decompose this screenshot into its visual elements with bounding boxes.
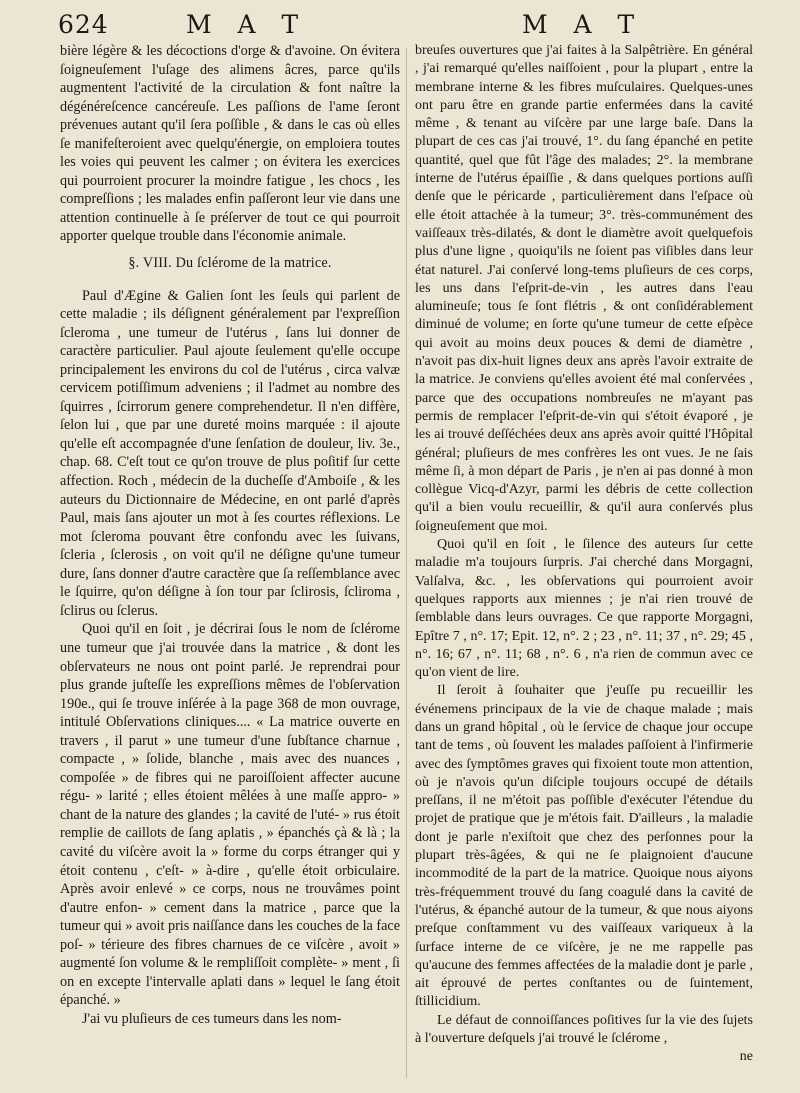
running-head-right: M A T bbox=[522, 10, 644, 39]
column-divider bbox=[406, 48, 407, 1078]
paragraph-continued: breuſes ouvertures que j'ai faites à la Salpêtrière. En général , j'ai remarqué qu'elles naiſſoient , pour la plupart , entre la membrane interne & les fibres muſculaires. Quelques-unes ont paru être en grande partie enfermées dans la cavité même , & tenant au viſcère par une large baſe. Dans la plupart de ces cas j'ai trouvé, 1°. du ſang épanché en petite quantité, quel que fût l'âge des malades; 2°. la membrane interne de l'utérus épaiſſie , & dans quelques portions auſſi denſe que le péricarde , particulièrement dans l'eſpace où elle étoit attachée à la tumeur; 3°. très-communément des vaiſſeaux très-dilatés, & dont le diamètre avoit quelquefois plus d'une ligne , quoiqu'ils ne ſoient pas viſibles dans leur état naturel. J'ai conſervé long-tems pluſieurs de ces corps, les uns dans l'eſprit-de-vin , les autres dans l'eau alumineuſe; tous ſe ſont flétris , & ont conſidérablement diminué de volume; en ſorte qu'une tumeur de cette eſpèce qui avoit au moins deux pouces & demi de diamètre , n'avoit pas dix-huit lignes deux ans après l'avoir extraite de la matrice. Je conviens qu'elles avoient été mal conſervées , parce que des occupations nombreuſes ne m'ayant pas permis de remplacer l'eſprit-de-vin qui s'étoit évaporé , je les ai trouvé deſſéchées deux ans après avoir quitté l'Hôpital général; pluſieurs de mes confrères les ont vues. Je ne ſais même ſi, à mon départ de Paris , je n'en ai pas donné à mon collègue Vicq-d'Azyr, parmi les débris de cette collection qu'il a bien voulu recueillir, & qu'il aura conſervés plus ſoigneuſement que moi. bbox=[415, 43, 753, 534]
paragraph-quoi: Quoi qu'il en ſoit , je décrirai ſous le nom de ſclérome une tumeur que j'ai trouvée dans la matrice , & dont les obſervateurs ne nous ont point parlé. Je reprendrai pour plus grande juſteſſe les expreſſions mêmes de l'obſervation 190e., qui ſe trouve inſérée à la page 368 de mon ouvrage, intitulé Obſervations cliniques.... « La matrice ouverte en travers , il parut » une tumeur d'une ſubſtance charnue , compacte , » ſolide, blanche , mais avec des nuances , compoſée » de fibres qui ne paroiſſoient affecter aucune régu- » larité ; elles étoient mêlées à une maſſe appro- » chant de la nature des glandes ; la cavité de l'uté- » rus étoit remplie de caillots de ſang aplatis , » épanchés çà & là ; la cavité du viſcère avoit la » forme du corps étranger qui y étoit contenu , c'eſt- » à-dire , qu'elle étoit orbiculaire. Après avoir enlevé » ce corps, nous ne trouvâmes point d'autre enfon- » cement dans la matrice , parce que la tumeur qui » avoit pris naiſſance dans les couches de la face poſ- » térieure des fibres charnues de ce viſcère , avoit » augmenté ſon volume & le rempliſſoit complète- » ment , ſi on en excepte l'intervalle aplati dans » lequel le ſang étoit épanché. » bbox=[60, 621, 400, 1009]
running-head-left: M A T bbox=[186, 10, 308, 39]
paragraph-paul: Paul d'Ægine & Galien ſont les ſeuls qui parlent de cette maladie ; ils déſignent généralement par l'expreſſion ſcleroma , une tumeur de l'utérus , ſans lui donner de caractère particulier. Paul ajoute ſeulement qu'elle occupe principalement les environs du col de l'utérus , circa valvæ cervicem potiſſimum adveniens ; il l'admet au nombre des ſquirres , ſcirrorum genere comprehendetur. Il n'en diffère, ſelon lui , que par une dureté moins marquée : il ajoute qu'elle eſt accompagnée d'une ſenſation de douleur, liv. 3e., chap. 68. C'eſt tout ce qu'on trouve de plus poſitif ſur cette affection. Roch , médecin de la ducheſſe d'Amboiſe , & les auteurs du Dictionnaire de Médecine, en ont parlé d'après Paul, mais ſans ajouter un mot à ſes courtes réflexions. Le mot ſcleroma pouvant être confondu avec les ſuivans, ſcleria , ſclerosis , on voit qu'il ne déſigne qu'une tumeur dure, ſans donner d'autre caractère que ſa reſſemblance avec le ſquirre, qu'on déſigne à ſon tour par ſclirosis, ſcliroma , ſclirus ou ſclerus. bbox=[60, 287, 400, 619]
page-header bbox=[0, 8, 800, 44]
paragraph-intro: bière légère & les décoctions d'orge & d'avoine. On évitera ſoigneuſement l'uſage des alimens âcres, parce qu'ils augmentent l'activité de la circulation & font naître la dégénéreſcence cancéreuſe. Les paſſions de l'ame ſeront prévenues autant qu'il ſera poſſible , & dans le cas où elles ſe manifeſteroient avec quelqu'énergie, on emploiera toutes les voies qui peuvent les calmer ; on évitera les exercices qui pourroient procurer la moindre fatigue , les chocs , les compreſſions ; les malades enfin paſſeront leur vie dans une attention continuelle à ſe préſerver de tout ce qui pourroit apporter quelque trouble dans l'économie animale. bbox=[60, 43, 400, 245]
paragraph-defaut: Le défaut de connoiſſances poſitives ſur la vie des ſujets à l'ouverture deſquels j'ai trouvé le ſclérome , bbox=[415, 1012, 753, 1047]
paragraph-il: Il ſeroit à ſouhaiter que j'euſſe pu recueillir les événemens principaux de la vie de chaque malade ; mais dans un grand hôpital , où le ſervice de chaque jour occupe tant de tems , où ſouvent les malades paſſoient à l'infirmerie avec des ſymptômes graves qui fixoient toute mon attention, où je n'avois qu'un diſciple toujours occupé de détails preſſans, il ne m'étoit pas poſſible d'exécuter l'étendue du projet de pratique que je m'étois fait. D'ailleurs , la maladie dont je parle n'exiſtoit que chez des perſonnes pour la plupart très-âgées, & qui ne ſe plaignoient d'aucune incommodité de la part de la matrice. Quoique nous aiyons très-fréquemment trouvé du ſang coagulé dans la cavité de l'utérus, & épanché autour de la tumeur, & que nous aiyons preſque conſtamment vu des vaiſſeaux variqueux à la ſurface interne de ce viſcère, je ne me rappelle pas qu'aucune des femmes affectées de la maladie dont je parle , ait éprouvé de pertes conſtantes ou de ſuintement, ſtillicidium. bbox=[415, 683, 753, 1010]
page-number: 624 bbox=[58, 10, 109, 39]
section-heading: §. VIII. Du ſclérome de la matrice. bbox=[128, 255, 332, 272]
left-column bbox=[60, 42, 400, 1028]
right-column bbox=[415, 42, 753, 1067]
paragraph-tail: J'ai vu pluſieurs de ces tumeurs dans les nom- bbox=[82, 1010, 342, 1027]
catchword: ne bbox=[739, 1049, 753, 1065]
paragraph-quoi-2: Quoi qu'il en ſoit , le ſilence des auteurs ſur cette maladie m'a toujours ſurpris. J'ai cherché dans Morgagni, Valſalva, &c. , les obſervations qui pourroient avoir quelques rapports aux miennes ; je n'ai rien trouvé de ſemblable dans leurs ouvrages. Ce que rapporte Morgagni, Epître 7 , n°. 17; Epit. 12, n°. 2 ; 23 , n°. 11; 37 , n°. 29; 45 , n°. 16; 67 , n°. 11; 68 , n°. 6 , n'a rien de commun avec ce qu'on vient de lire. bbox=[415, 537, 753, 681]
